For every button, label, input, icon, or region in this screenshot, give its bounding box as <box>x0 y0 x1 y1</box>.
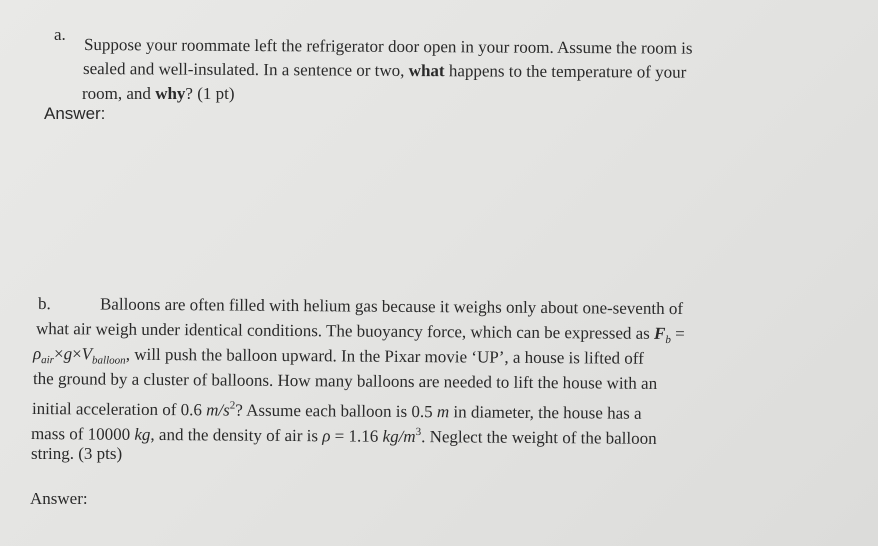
part-b-line-2-text: what air weigh under identical conditions. The buoyancy force, which can be expressed as <box>35 319 655 343</box>
kilogram-unit: kg <box>134 424 151 444</box>
times-2: × <box>72 344 82 364</box>
acceleration-unit-exponent: 2 <box>229 399 236 412</box>
volume-subscript: balloon <box>92 354 126 367</box>
part-a-line-3-text: room, and <box>82 84 156 103</box>
part-b-line-7 <box>31 444 122 464</box>
part-b-answer-label: Answer: <box>30 489 88 508</box>
part-b-line-4 <box>33 369 657 394</box>
part-b-line-7-text: string. (3 pts) <box>31 444 123 463</box>
times-1: × <box>53 344 64 364</box>
part-b-label: b. <box>37 294 51 314</box>
part-a-line-2 <box>83 59 686 83</box>
part-a-what: what <box>408 60 445 81</box>
part-b-line-4-text: the ground by a cluster of balloons. How many balloons are needed to lift the house with an <box>32 369 658 393</box>
density-unit-exponent: 3 <box>415 426 422 439</box>
density-unit: kg/m <box>382 426 416 447</box>
gravity-symbol: g <box>63 344 73 364</box>
part-a-line-2-end: happens to the temperature of your <box>444 61 687 82</box>
acceleration-unit: m/s <box>206 400 230 420</box>
part-b-line-5-end: in diameter, the house has a <box>449 402 642 423</box>
part-b-line-1-text: Balloons are often filled with helium gas because it weighs only about one-seventh of <box>99 294 684 319</box>
part-a-line-1-text: Suppose your roommate left the refrigerator door open in your room. Assume the room is <box>83 35 693 58</box>
density-value: = 1.16 <box>330 426 383 446</box>
part-a-why: why <box>155 84 186 103</box>
part-b-line-3-text: , will push the balloon upward. In the Pixar movie ‘UP’, a house is lifted off <box>125 344 644 368</box>
volume-symbol: V <box>81 344 93 364</box>
part-b-line-6-text: mass of 10000 <box>30 424 135 444</box>
part-a-line-3 <box>82 84 235 104</box>
buoyancy-equals: = <box>670 323 685 344</box>
part-b-line-6-mid: , and the density of air is <box>150 424 323 446</box>
part-a-line-1 <box>84 35 693 59</box>
part-a-line-2-text: sealed and well-insulated. In a sentence or two, <box>82 59 409 80</box>
part-b-line-6-end: . Neglect the weight of the balloon <box>421 427 657 448</box>
meter-unit: m <box>436 402 450 422</box>
part-a-line-3-end: ? (1 pt) <box>185 84 235 103</box>
rho-air-symbol: ρ <box>32 344 42 364</box>
part-a-label: a. <box>54 25 66 44</box>
density-symbol: ρ <box>322 426 331 446</box>
part-b-line-5-mid: ? Assume each balloon is 0.5 <box>235 400 437 422</box>
part-b-line-6 <box>31 419 657 449</box>
buoyancy-force-symbol: F <box>654 323 666 343</box>
part-b-line-5-text: initial acceleration of 0.6 <box>31 399 207 420</box>
part-a-answer-label: Answer: <box>44 104 106 123</box>
part-b-line-1 <box>38 294 683 319</box>
buoyancy-force-subscript: b <box>665 333 671 346</box>
rho-air-subscript: air <box>41 354 55 367</box>
